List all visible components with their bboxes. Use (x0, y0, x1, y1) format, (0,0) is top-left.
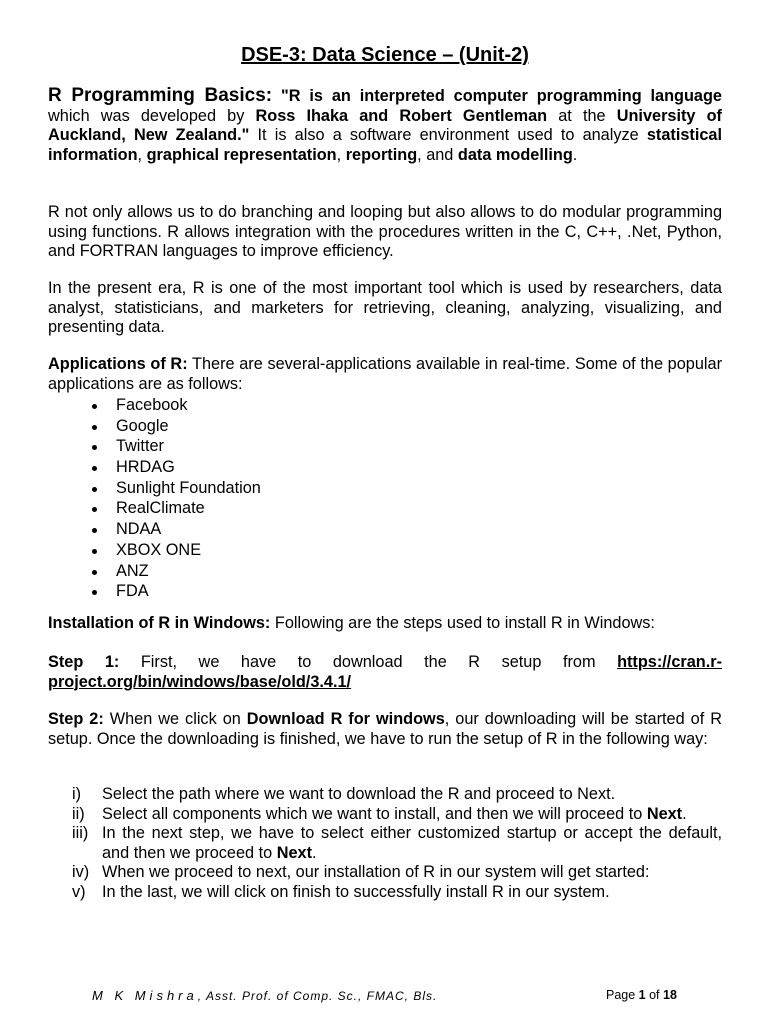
application-item (88, 561, 261, 582)
application-item (88, 540, 261, 561)
bullet-icon (92, 549, 97, 554)
application-label: ANZ (116, 561, 149, 580)
substep-text: Select all components which we want to install, and then we will proceed to (102, 804, 647, 823)
application-item (88, 581, 261, 602)
intro-heading: R Programming Basics: (48, 85, 273, 106)
intro-university: University of Auckland, New Zealand." (48, 106, 722, 144)
application-item (88, 416, 261, 437)
installation-paragraph: Installation of R in Windows: Following are the steps used to install R in Windows: (48, 614, 655, 632)
application-label: XBOX ONE (116, 540, 202, 559)
bullet-icon (92, 404, 97, 409)
substep-text: In the next step, we have to select either customized startup or accept the default, and then we proceed to (102, 824, 722, 862)
application-label: FDA (116, 582, 149, 601)
applications-label: Applications of R: (48, 355, 188, 373)
substep-text: When we proceed to next, our installation of R in our system will get started: (102, 863, 650, 881)
substep-emphasis: Next (276, 843, 312, 862)
page-title: DSE-3: Data Science – (Unit-2) (241, 44, 529, 66)
substep-number: iii) (72, 824, 89, 842)
step1-paragraph: Step 1: First, we have to download the R setup from https://cran.r-project.org/bin/windows/base/old/3.4.1/ (48, 653, 722, 691)
bullet-icon (92, 590, 97, 595)
installation-label: Installation of R in Windows: (48, 614, 271, 632)
application-label: NDAA (116, 520, 162, 539)
bullet-icon (92, 570, 97, 575)
bullet-icon (92, 507, 97, 512)
application-label: RealClimate (116, 499, 205, 518)
substep-text: Select the path where we want to download the R and proceed to Next. (102, 785, 616, 803)
author-name: M K Mishra (92, 988, 198, 1003)
bullet-icon (92, 528, 97, 533)
author-affiliation: , Asst. Prof. of Comp. Sc., FMAC, Bls. (197, 989, 438, 1003)
substep-number: i) (72, 785, 82, 803)
bullet-icon (92, 466, 97, 471)
page-number: Page 1 of 18 (606, 988, 677, 1002)
bullet-icon (92, 445, 97, 450)
paragraph-modular-programming: R not only allows us to do branching and looping but also allows to do modular programming using functions. R allows integration with the procedures written in the C, C++, .Net, Python, and FORTRAN languages to improve efficiency. (48, 203, 722, 260)
substep-text: In the last, we will click on finish to successfully install R in our system. (102, 882, 610, 901)
substep-emphasis: Next (646, 804, 683, 823)
footer-author (92, 988, 437, 1003)
application-label: Facebook (116, 396, 188, 414)
application-item (88, 498, 261, 519)
application-label: Sunlight Foundation (116, 478, 261, 497)
bullet-icon (92, 487, 97, 492)
application-item (88, 395, 261, 416)
paragraph-present-era: In the present era, R is one of the most important tool which is used by researchers, data analyst, statisticians, and marketers for retrieving, cleaning, analyzing, visualizing, and presenting data. (48, 279, 722, 336)
substep-item (72, 883, 722, 903)
intro-developers: Ross Ihaka and Robert Gentleman (255, 106, 548, 125)
applications-paragraph: Applications of R: There are several-applications available in real-time. Some of the popular applications are as follows: (48, 355, 722, 393)
cran-download-link[interactable]: https://cran.r-project.org/bin/windows/base/old/3.4.1/ (48, 653, 722, 691)
application-item (88, 436, 261, 457)
step2-label: Step 2: (48, 710, 104, 728)
application-item (88, 519, 261, 540)
application-label: HRDAG (116, 458, 175, 477)
substep-item: ii) Select all components which we want to install, and then we will proceed to Next. (72, 804, 687, 823)
intro-paragraph: R Programming Basics: "R is an interpreted computer programming language which was developed by Ross Ihaka and Robert Gentleman at the University of Auckland, New Zealand." It is also a software environment used to analyze statistical information, graphical representation, reporting, and data modelling. (48, 85, 722, 164)
substep-number: iv) (72, 863, 90, 881)
download-r-for-windows: Download R for windows (246, 710, 445, 728)
step1-label: Step 1: (48, 653, 120, 671)
step2-paragraph: Step 2: When we click on Download R for windows, our downloading will be started of R setup. Once the downloading is finished, we have to run the setup of R in the following way: (48, 710, 722, 748)
application-item (88, 478, 261, 499)
bullet-icon (92, 425, 97, 430)
applications-list (88, 395, 261, 602)
application-item (88, 457, 261, 478)
intro-quote: "R is an interpreted computer programming language (281, 87, 722, 105)
substep-number: v) (72, 882, 86, 901)
substep-item (72, 785, 722, 805)
substep-item (72, 863, 722, 883)
installation-substeps (72, 785, 722, 902)
application-label: Twitter (116, 437, 164, 456)
application-label: Google (116, 416, 169, 435)
substep-item: iii) In the next step, we have to select either customized startup or accept the default, and then we proceed to Next. (72, 824, 722, 862)
substep-number: ii) (72, 804, 85, 823)
